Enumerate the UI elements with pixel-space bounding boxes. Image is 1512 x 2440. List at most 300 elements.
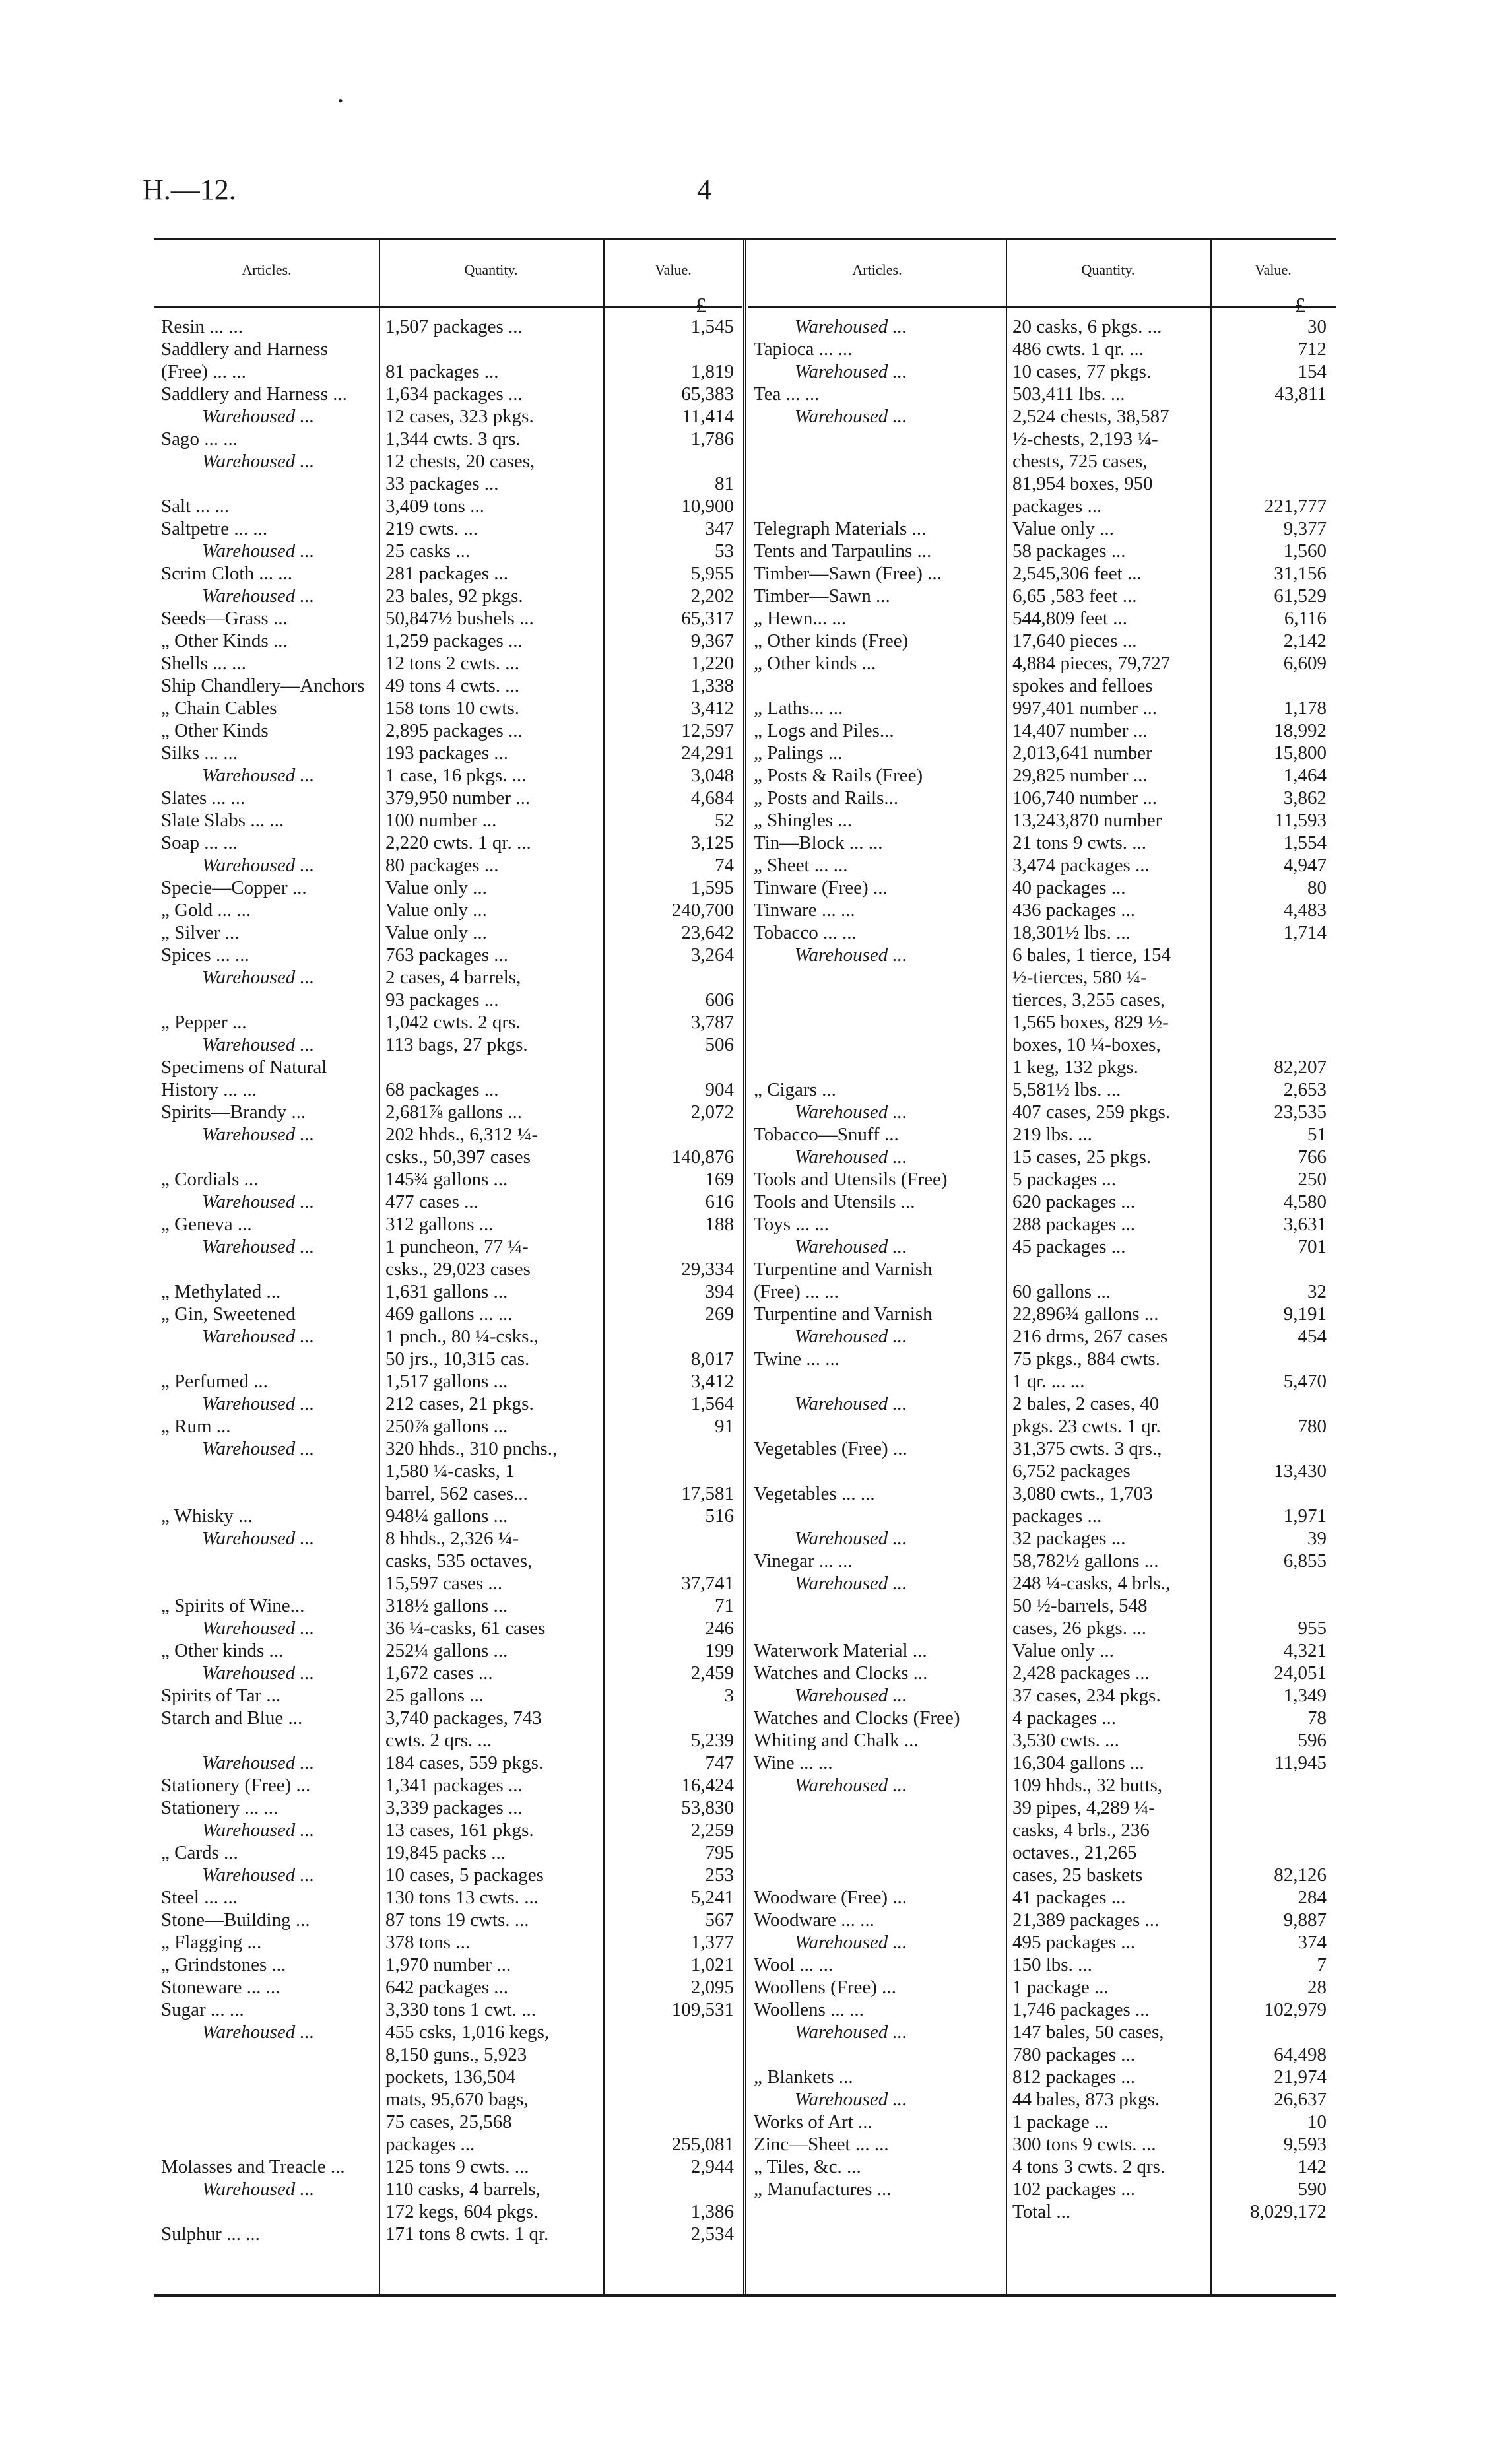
table-row bbox=[154, 473, 743, 495]
value-cell bbox=[603, 338, 743, 360]
value-cell: 240,700 bbox=[671, 900, 734, 921]
quantity-cell: 50,847½ bushels ... bbox=[385, 608, 534, 629]
table-row bbox=[154, 675, 743, 697]
table-row bbox=[154, 1505, 743, 1527]
value-cell: 516 bbox=[705, 1505, 734, 1527]
value-cell bbox=[1210, 1841, 1336, 1864]
table-row bbox=[154, 899, 743, 921]
value-cell: 28 bbox=[1307, 1977, 1327, 1998]
quantity-cell: 4,884 pieces, 79,727 bbox=[1012, 653, 1171, 674]
table-row bbox=[154, 697, 743, 719]
article-cell: „ Laths... ... bbox=[754, 698, 843, 719]
value-cell: 37,741 bbox=[681, 1573, 734, 1594]
table-row bbox=[154, 1684, 743, 1707]
article-cell: Warehoused ... bbox=[202, 2179, 315, 2200]
table-row bbox=[154, 360, 743, 383]
quantity-cell: 102 packages ... bbox=[1012, 2179, 1136, 2200]
article-cell: „ Pepper ... bbox=[161, 1012, 247, 1033]
article-cell: Warehoused ... bbox=[795, 1102, 907, 1123]
article-cell bbox=[747, 1617, 1006, 1639]
table-row bbox=[154, 1034, 743, 1056]
article-cell: Works of Art ... bbox=[754, 2111, 872, 2132]
article-cell: Woollens (Free) ... bbox=[754, 1977, 896, 1998]
article-cell: Soap ... ... bbox=[161, 832, 238, 853]
quantity-cell: 80 packages ... bbox=[385, 855, 499, 876]
table-row bbox=[154, 1123, 743, 1146]
table-row bbox=[747, 1191, 1336, 1213]
quantity-cell: 184 cases, 559 pkgs. bbox=[385, 1752, 544, 1773]
table-row bbox=[154, 989, 743, 1011]
table-row bbox=[747, 966, 1336, 989]
article-cell: Sugar ... ... bbox=[161, 1999, 244, 2020]
table-row bbox=[154, 1707, 743, 1729]
value-cell: 9,191 bbox=[1283, 1303, 1327, 1325]
table-row bbox=[747, 1123, 1336, 1146]
table-row bbox=[154, 630, 743, 652]
article-cell: Slates ... ... bbox=[161, 787, 246, 808]
quantity-cell: 1,259 packages ... bbox=[385, 630, 523, 651]
quantity-cell: 17,640 pieces ... bbox=[1012, 630, 1137, 651]
value-cell: 6,609 bbox=[1283, 653, 1327, 674]
value-cell bbox=[603, 966, 743, 989]
header-value-right: Value. bbox=[1255, 261, 1292, 278]
quantity-cell: 6,65 ,583 feet ... bbox=[1012, 585, 1137, 607]
quantity-cell: ½-tierces, 580 ¼- bbox=[1012, 967, 1147, 988]
quantity-cell: 477 cases ... bbox=[385, 1191, 478, 1212]
quantity-cell: Value only ... bbox=[385, 922, 487, 943]
table-row bbox=[747, 944, 1336, 966]
value-cell: 6,855 bbox=[1283, 1550, 1327, 1571]
table-row bbox=[747, 1639, 1336, 1662]
article-cell: Stone—Building ... bbox=[161, 1909, 310, 1930]
quantity-cell: 113 bags, 27 pkgs. bbox=[385, 1034, 528, 1055]
table-row bbox=[747, 787, 1336, 809]
page-id: H.—12. bbox=[143, 174, 236, 206]
table-row bbox=[747, 1168, 1336, 1191]
value-cell: 1,178 bbox=[1283, 698, 1327, 719]
value-cell bbox=[1210, 2021, 1336, 2043]
quantity-cell: 3,339 packages ... bbox=[385, 1797, 523, 1818]
article-cell: „ Other Kinds bbox=[161, 720, 269, 741]
article-cell: „ Other kinds (Free) bbox=[754, 630, 909, 651]
article-cell: Twine ... ... bbox=[754, 1348, 840, 1369]
quantity-cell: 1,672 cases ... bbox=[385, 1663, 493, 1684]
quantity-cell: 2,013,641 number bbox=[1012, 742, 1152, 764]
table-row bbox=[747, 2043, 1336, 2066]
value-cell bbox=[603, 1707, 743, 1729]
article-cell: Warehoused ... bbox=[202, 541, 315, 562]
value-cell: 374 bbox=[1298, 1932, 1327, 1953]
table-row bbox=[747, 1078, 1336, 1101]
value-cell: 80 bbox=[1307, 877, 1327, 898]
article-cell: Tea ... ... bbox=[754, 383, 820, 405]
article-cell: Warehoused ... bbox=[795, 1685, 907, 1706]
table-row bbox=[154, 921, 743, 944]
article-cell: Specie—Copper ... bbox=[161, 877, 307, 898]
article-cell bbox=[747, 1415, 1006, 1437]
table-row bbox=[747, 517, 1336, 540]
quantity-cell: packages ... bbox=[1012, 496, 1102, 517]
table-row bbox=[747, 854, 1336, 876]
quantity-cell: 642 packages ... bbox=[385, 1977, 509, 1998]
value-cell: 30 bbox=[1307, 316, 1327, 337]
table-row bbox=[154, 2043, 743, 2066]
table-row bbox=[154, 2066, 743, 2088]
value-cell: 65,317 bbox=[681, 608, 734, 629]
table-row bbox=[747, 989, 1336, 1011]
value-cell: 1,554 bbox=[1283, 832, 1327, 853]
quantity-cell: 216 drms, 267 cases bbox=[1012, 1326, 1168, 1347]
value-cell: 71 bbox=[715, 1595, 734, 1616]
table-row bbox=[154, 1841, 743, 1864]
table-row bbox=[154, 607, 743, 630]
article-cell: Tools and Utensils ... bbox=[754, 1191, 915, 1212]
article-cell: „ Cards ... bbox=[161, 1842, 238, 1863]
quantity-cell: 8,150 guns., 5,923 bbox=[385, 2044, 527, 2065]
article-cell: Warehoused ... bbox=[202, 967, 315, 988]
table-row bbox=[154, 2178, 743, 2200]
article-cell: Tobacco ... ... bbox=[754, 922, 857, 943]
table-row bbox=[154, 1415, 743, 1437]
value-cell: 64,498 bbox=[1274, 2044, 1327, 2065]
article-cell bbox=[747, 450, 1006, 473]
quantity-cell: 10 cases, 5 packages bbox=[385, 1864, 544, 1886]
table-row bbox=[747, 2111, 1336, 2133]
table-row bbox=[154, 876, 743, 899]
quantity-cell: 10 cases, 77 pkgs. bbox=[1012, 361, 1152, 382]
quantity-cell: 312 gallons ... bbox=[385, 1214, 494, 1235]
article-cell: Salt ... ... bbox=[161, 496, 230, 517]
quantity-cell: 158 tons 10 cwts. bbox=[385, 698, 519, 719]
article-cell: Watches and Clocks (Free) bbox=[754, 1707, 960, 1729]
quantity-cell: 171 tons 8 cwts. 1 qr. bbox=[385, 2224, 549, 2245]
table-row bbox=[747, 540, 1336, 562]
value-cell bbox=[603, 1437, 743, 1460]
quantity-cell: cwts. 2 qrs. ... bbox=[385, 1730, 492, 1751]
value-cell: 188 bbox=[705, 1214, 734, 1235]
article-cell: Timber—Sawn ... bbox=[754, 585, 890, 607]
value-cell: 26,637 bbox=[1274, 2089, 1327, 2110]
quantity-cell: 2 cases, 4 barrels, bbox=[385, 967, 521, 988]
value-cell: 31,156 bbox=[1274, 563, 1327, 584]
quantity-cell: 13 cases, 161 pkgs. bbox=[385, 1820, 534, 1841]
table-row bbox=[747, 2156, 1336, 2178]
table-row bbox=[154, 2156, 743, 2178]
quantity-cell: 68 packages ... bbox=[385, 1079, 499, 1100]
value-cell: 21,974 bbox=[1274, 2066, 1327, 2088]
stray-mark: • bbox=[338, 92, 343, 109]
value-cell: 24,291 bbox=[681, 742, 734, 764]
article-cell bbox=[747, 675, 1006, 697]
quantity-cell: 5,581½ lbs. ... bbox=[1012, 1079, 1121, 1100]
value-cell bbox=[1210, 1393, 1336, 1415]
table-row bbox=[154, 787, 743, 809]
table-row bbox=[747, 719, 1336, 742]
article-cell: Warehoused ... bbox=[202, 1528, 315, 1549]
article-cell: „ Gold ... ... bbox=[161, 900, 251, 921]
article-cell: Telegraph Materials ... bbox=[754, 518, 927, 539]
table-row bbox=[154, 1191, 743, 1213]
header-quantity-left: Quantity. bbox=[464, 261, 518, 278]
table-row bbox=[747, 2021, 1336, 2043]
table-row bbox=[154, 517, 743, 540]
table-row bbox=[154, 1280, 743, 1303]
value-cell: 23,642 bbox=[681, 922, 734, 943]
article-cell: Warehoused ... bbox=[795, 1236, 907, 1257]
value-cell: 1,464 bbox=[1283, 765, 1327, 786]
value-cell bbox=[603, 2066, 743, 2088]
table-row bbox=[154, 719, 743, 742]
table-row bbox=[154, 1236, 743, 1258]
value-cell bbox=[603, 1460, 743, 1482]
quantity-cell: 1,341 packages ... bbox=[385, 1775, 523, 1796]
value-cell: 2,459 bbox=[690, 1663, 734, 1684]
quantity-cell bbox=[379, 1056, 603, 1078]
table-row bbox=[154, 1774, 743, 1797]
table-row bbox=[747, 697, 1336, 719]
value-cell: 2,653 bbox=[1283, 1079, 1327, 1100]
article-cell: „ Posts & Rails (Free) bbox=[754, 765, 923, 786]
table-row bbox=[747, 1595, 1336, 1617]
quantity-cell: 41 packages ... bbox=[1012, 1887, 1126, 1908]
article-cell bbox=[154, 1550, 379, 1572]
quantity-cell: 44 bales, 873 pkgs. bbox=[1012, 2089, 1160, 2110]
value-cell: 18,992 bbox=[1274, 720, 1327, 741]
table-row bbox=[154, 1146, 743, 1168]
article-cell bbox=[747, 1056, 1006, 1078]
value-cell bbox=[603, 450, 743, 473]
article-cell: Specimens of Natural bbox=[161, 1057, 327, 1078]
article-cell bbox=[747, 989, 1006, 1011]
value-cell: 82,207 bbox=[1274, 1057, 1327, 1078]
article-cell: Warehoused ... bbox=[795, 2022, 907, 2043]
quantity-cell: 23 bales, 92 pkgs. bbox=[385, 585, 523, 607]
table-row bbox=[154, 1909, 743, 1931]
article-cell: Resin ... ... bbox=[161, 316, 244, 337]
article-cell bbox=[747, 473, 1006, 495]
quantity-cell: 1 package ... bbox=[1012, 2111, 1109, 2132]
quantity-cell: 378 tons ... bbox=[385, 1932, 471, 1953]
article-cell: Warehoused ... bbox=[202, 1864, 315, 1886]
table-row bbox=[747, 1774, 1336, 1797]
article-cell: Tinware ... ... bbox=[754, 900, 855, 921]
quantity-cell: 33 packages ... bbox=[385, 473, 499, 494]
quantity-cell: 75 pkgs., 884 cwts. bbox=[1012, 1348, 1160, 1369]
table-row bbox=[747, 832, 1336, 854]
table-row bbox=[747, 1684, 1336, 1707]
article-cell: Woollens ... ... bbox=[754, 1999, 864, 2020]
table-row bbox=[154, 1168, 743, 1191]
article-cell bbox=[747, 1864, 1006, 1886]
table-row bbox=[747, 585, 1336, 607]
table-row bbox=[747, 607, 1336, 630]
value-cell: 81 bbox=[715, 473, 734, 494]
article-cell: Warehoused ... bbox=[795, 1932, 907, 1953]
quantity-cell: 1 keg, 132 pkgs. bbox=[1012, 1057, 1138, 1078]
quantity-cell: 252¼ gallons ... bbox=[385, 1640, 508, 1661]
value-cell: 16,424 bbox=[681, 1775, 734, 1796]
quantity-cell: 58,782½ gallons ... bbox=[1012, 1550, 1159, 1571]
article-cell: „ Methylated ... bbox=[161, 1281, 281, 1302]
article-cell: „ Whisky ... bbox=[161, 1505, 253, 1527]
table-row bbox=[747, 383, 1336, 405]
table-row bbox=[747, 1303, 1336, 1325]
article-cell bbox=[747, 2043, 1006, 2066]
article-cell: Sulphur ... ... bbox=[161, 2224, 260, 2245]
table-row bbox=[154, 966, 743, 989]
table-row bbox=[154, 2223, 743, 2245]
article-cell bbox=[154, 1258, 379, 1280]
table-row bbox=[154, 540, 743, 562]
imports-table bbox=[154, 238, 1336, 2297]
quantity-cell: cases, 25 baskets bbox=[1012, 1864, 1143, 1886]
article-cell: Warehoused ... bbox=[202, 1618, 315, 1639]
value-cell: 1,819 bbox=[690, 361, 734, 382]
quantity-cell: mats, 95,670 bags, bbox=[385, 2089, 529, 2110]
table-row bbox=[747, 1550, 1336, 1572]
value-cell: 6,116 bbox=[1284, 608, 1327, 629]
table-row bbox=[747, 899, 1336, 921]
table-row bbox=[747, 675, 1336, 697]
quantity-cell: 32 packages ... bbox=[1012, 1528, 1126, 1549]
article-cell: Seeds—Grass ... bbox=[161, 608, 288, 629]
quantity-cell: 1,517 gallons ... bbox=[385, 1371, 508, 1392]
value-cell: 567 bbox=[705, 1909, 734, 1930]
quantity-cell: tierces, 3,255 cases, bbox=[1012, 989, 1166, 1010]
table-row bbox=[747, 2178, 1336, 2200]
article-cell: „ Silver ... bbox=[161, 922, 240, 943]
table-row bbox=[154, 383, 743, 405]
quantity-cell: 620 packages ... bbox=[1012, 1191, 1136, 1212]
value-cell: 3,264 bbox=[690, 944, 734, 966]
value-cell: 24,051 bbox=[1274, 1663, 1327, 1684]
article-cell: Warehoused ... bbox=[202, 1752, 315, 1773]
value-cell: 3,862 bbox=[1283, 787, 1327, 808]
table-row bbox=[154, 405, 743, 428]
article-cell bbox=[747, 1841, 1006, 1864]
quantity-cell: casks, 4 brls., 236 bbox=[1012, 1820, 1150, 1841]
value-cell: 29,334 bbox=[681, 1259, 734, 1280]
table-row bbox=[747, 1505, 1336, 1527]
table-row bbox=[747, 315, 1336, 338]
article-cell: Molasses and Treacle ... bbox=[161, 2156, 345, 2177]
quantity-cell: 288 packages ... bbox=[1012, 1214, 1136, 1235]
article-cell bbox=[154, 2200, 379, 2223]
value-cell: 3,412 bbox=[690, 698, 734, 719]
article-cell: „ Perfumed ... bbox=[161, 1371, 268, 1392]
value-cell bbox=[1210, 1572, 1336, 1595]
table-row bbox=[747, 1572, 1336, 1595]
value-cell: 12,597 bbox=[681, 720, 734, 741]
value-cell bbox=[1210, 1258, 1336, 1280]
table-row bbox=[154, 1303, 743, 1325]
table-row bbox=[154, 1998, 743, 2021]
quantity-cell: 780 packages ... bbox=[1012, 2044, 1136, 2065]
value-cell: 17,581 bbox=[681, 1483, 734, 1504]
quantity-cell: 21,389 packages ... bbox=[1012, 1909, 1160, 1930]
quantity-cell bbox=[379, 338, 603, 360]
table-row bbox=[154, 854, 743, 876]
table-row bbox=[154, 1572, 743, 1595]
article-cell: „ Posts and Rails... bbox=[754, 787, 899, 808]
article-cell: „ Chain Cables bbox=[161, 698, 277, 719]
value-cell: 4,947 bbox=[1283, 855, 1327, 876]
quantity-cell: 469 gallons ... ... bbox=[385, 1303, 513, 1325]
article-cell: Turpentine and Varnish bbox=[754, 1259, 933, 1280]
table-row bbox=[747, 1370, 1336, 1393]
value-cell: 3 bbox=[724, 1685, 734, 1706]
value-cell: 102,979 bbox=[1264, 1999, 1327, 2020]
quantity-cell: 106,740 number ... bbox=[1012, 787, 1158, 808]
header-articles-right: Articles. bbox=[852, 261, 902, 278]
article-cell: Waterwork Material ... bbox=[754, 1640, 927, 1661]
quantity-cell: boxes, 10 ¼-boxes, bbox=[1012, 1034, 1161, 1055]
table-row bbox=[154, 1325, 743, 1348]
table-row bbox=[747, 1101, 1336, 1123]
quantity-cell: 4 packages ... bbox=[1012, 1707, 1117, 1729]
article-cell: „ Cigars ... bbox=[754, 1079, 836, 1100]
article-cell: Spices ... ... bbox=[161, 944, 249, 966]
left-rows bbox=[154, 315, 743, 2245]
table-row bbox=[747, 630, 1336, 652]
value-cell: 8,017 bbox=[690, 1348, 734, 1369]
article-cell bbox=[154, 2043, 379, 2066]
quantity-cell: 1,042 cwts. 2 qrs. bbox=[385, 1012, 521, 1033]
table-row bbox=[747, 1437, 1336, 1460]
value-cell: 1,386 bbox=[690, 2201, 734, 2222]
article-cell bbox=[154, 989, 379, 1011]
value-cell: 747 bbox=[705, 1752, 734, 1773]
value-cell bbox=[1210, 450, 1336, 473]
value-cell: 2,534 bbox=[690, 2224, 734, 2245]
article-cell: Saddlery and Harness ... bbox=[161, 383, 347, 405]
article-cell: Slate Slabs ... ... bbox=[161, 810, 284, 831]
quantity-cell: 13,243,870 number bbox=[1012, 810, 1162, 831]
quantity-cell: 12 tons 2 cwts. ... bbox=[385, 653, 519, 674]
quantity-cell: 2,220 cwts. 1 qr. ... bbox=[385, 832, 531, 853]
quantity-cell: 1,507 packages ... bbox=[385, 316, 523, 337]
value-cell: 1,338 bbox=[690, 675, 734, 696]
article-cell: Warehoused ... bbox=[202, 1663, 315, 1684]
value-cell: 3,631 bbox=[1283, 1214, 1327, 1235]
table-row bbox=[154, 1595, 743, 1617]
article-cell: Warehoused ... bbox=[202, 1326, 315, 1347]
article-cell: Warehoused ... bbox=[202, 2022, 315, 2043]
quantity-cell: 379,950 number ... bbox=[385, 787, 531, 808]
table-row bbox=[154, 1954, 743, 1976]
quantity-cell: 58 packages ... bbox=[1012, 541, 1126, 562]
value-cell: 2,095 bbox=[690, 1977, 734, 1998]
right-section bbox=[747, 238, 1336, 2297]
quantity-cell: 544,809 feet ... bbox=[1012, 608, 1127, 629]
table-row bbox=[747, 428, 1336, 450]
value-cell: 269 bbox=[705, 1303, 734, 1325]
table-row bbox=[747, 1527, 1336, 1550]
quantity-cell: 8 hhds., 2,326 ¼- bbox=[385, 1528, 519, 1549]
value-cell: 1,595 bbox=[690, 877, 734, 898]
article-cell: Scrim Cloth ... ... bbox=[161, 563, 292, 584]
article-cell: Wine ... ... bbox=[754, 1752, 833, 1773]
article-cell: „ Other kinds ... bbox=[161, 1640, 284, 1661]
article-cell: Warehoused ... bbox=[202, 855, 315, 876]
value-cell: 23,535 bbox=[1274, 1102, 1327, 1123]
quantity-cell: 130 tons 13 cwts. ... bbox=[385, 1887, 539, 1908]
quantity-cell: ½-chests, 2,193 ¼- bbox=[1012, 428, 1158, 449]
value-cell: 701 bbox=[1298, 1236, 1327, 1257]
quantity-cell: 1,970 number ... bbox=[385, 1954, 511, 1975]
value-cell bbox=[1210, 1482, 1336, 1505]
quantity-cell: 212 cases, 21 pkgs. bbox=[385, 1393, 534, 1414]
